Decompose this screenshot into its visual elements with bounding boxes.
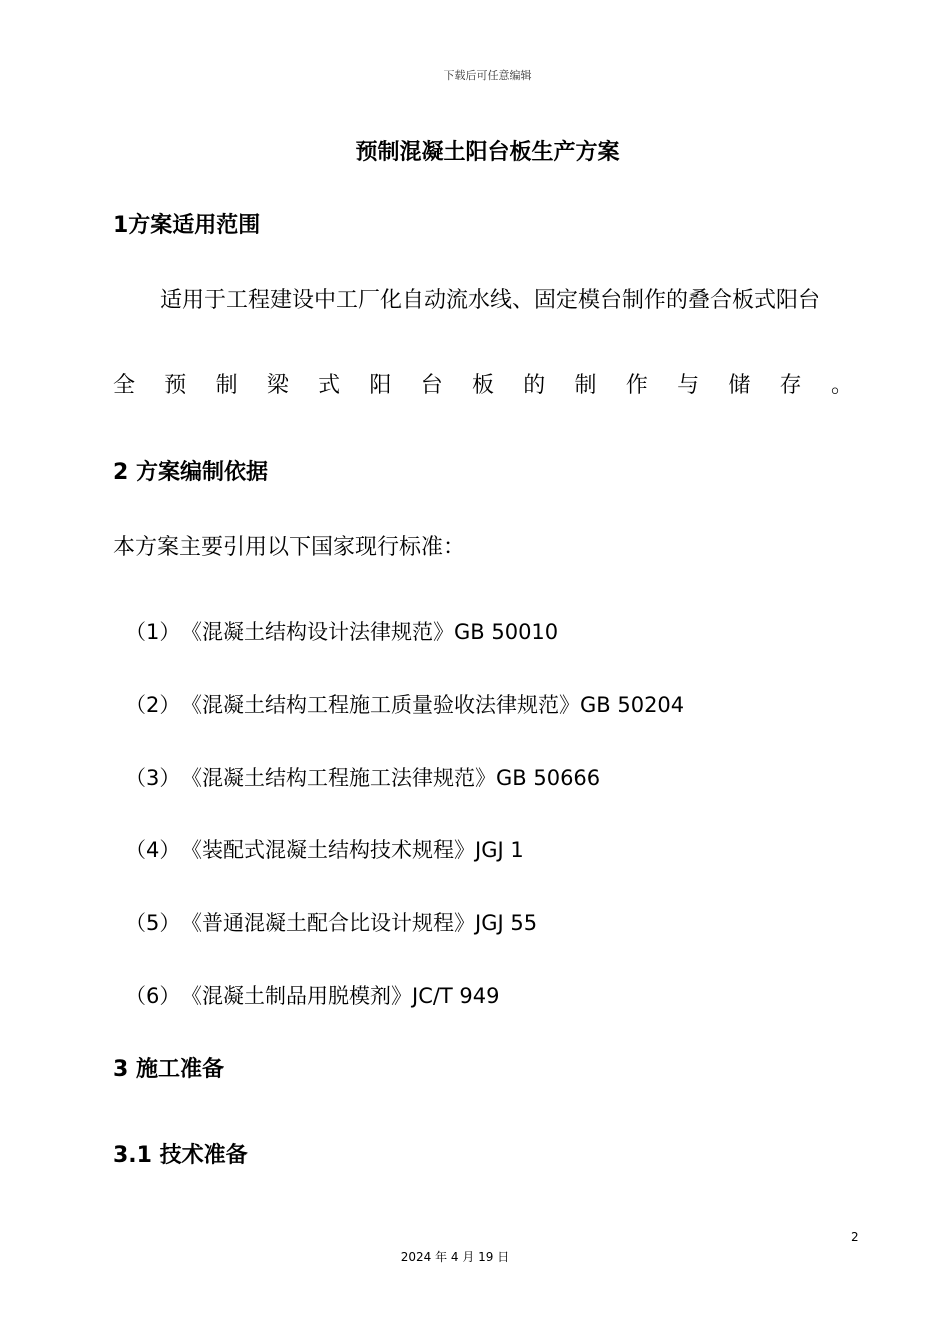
document-title: 预制混凝土阳台板生产方案 xyxy=(355,140,620,165)
reference-item xyxy=(125,980,500,1010)
reference-item xyxy=(125,834,524,864)
spread-char: 预 xyxy=(164,373,187,398)
section-3-1-heading: 3.1 技术准备 xyxy=(113,1143,248,1168)
spread-char: 板 xyxy=(471,373,494,398)
spread-char: 台 xyxy=(420,373,443,398)
section-2-heading: 2 方案编制依据 xyxy=(113,460,268,485)
page-number: 2 xyxy=(851,1230,859,1244)
spread-char: 式 xyxy=(318,373,341,398)
reference-number: （3） xyxy=(125,766,181,790)
spread-char: 制 xyxy=(215,373,238,398)
reference-text: 《装配式混凝土结构技术规程》JGJ 1 xyxy=(181,838,524,862)
reference-number: （4） xyxy=(125,838,181,862)
spread-char: 阳 xyxy=(369,373,392,398)
reference-number: （6） xyxy=(125,984,181,1008)
reference-text: 《普通混凝土配合比设计规程》JGJ 55 xyxy=(181,911,538,935)
section-1-paragraph-line-1: 适用于工程建设中工厂化自动流水线、固定模台制作的叠合板式阳台 xyxy=(160,288,821,313)
section-3-heading: 3 施工准备 xyxy=(113,1057,224,1082)
reference-text: 《混凝土结构设计法律规范》GB 50010 xyxy=(181,620,559,644)
reference-number: （1） xyxy=(125,620,181,644)
reference-text: 《混凝土制品用脱模剂》JC/T 949 xyxy=(181,984,500,1008)
reference-number: （5） xyxy=(125,911,181,935)
spread-char: 作 xyxy=(625,373,648,398)
spread-char: 。 xyxy=(830,373,853,398)
spread-char: 存 xyxy=(779,373,802,398)
section-2-intro: 本方案主要引用以下国家现行标准： xyxy=(113,535,466,560)
reference-item xyxy=(125,616,558,646)
reference-item xyxy=(125,689,684,719)
spread-char: 的 xyxy=(523,373,546,398)
footer-date: 2024 年 4 月 19 日 xyxy=(400,1250,510,1264)
spread-char: 与 xyxy=(677,373,700,398)
reference-item xyxy=(125,907,537,937)
reference-text: 《混凝土结构工程施工法律规范》GB 50666 xyxy=(181,766,601,790)
header-note: 下载后可任意编辑 xyxy=(443,69,532,82)
section-1-paragraph-line-2 xyxy=(113,368,853,399)
spread-char: 全 xyxy=(113,373,136,398)
spread-char: 储 xyxy=(728,373,751,398)
section-1-heading: 1方案适用范围 xyxy=(113,213,261,238)
reference-text: 《混凝土结构工程施工质量验收法律规范》GB 50204 xyxy=(181,693,685,717)
spread-char: 梁 xyxy=(266,373,289,398)
spread-char: 制 xyxy=(574,373,597,398)
reference-item xyxy=(125,762,600,792)
reference-number: （2） xyxy=(125,693,181,717)
